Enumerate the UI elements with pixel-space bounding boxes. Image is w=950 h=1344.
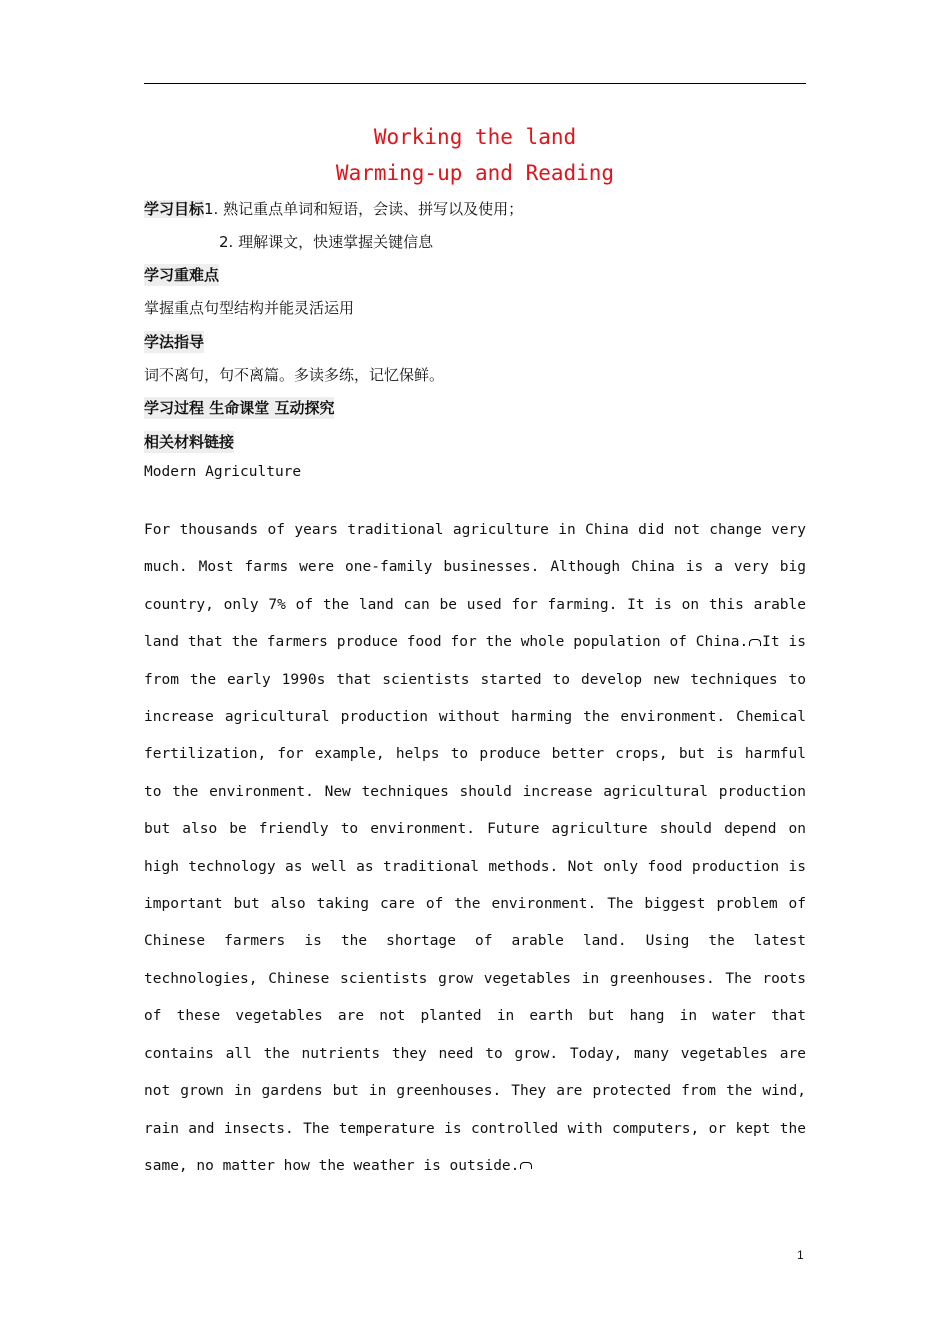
page-number: 1 <box>797 1248 804 1262</box>
objectives-line1 <box>144 198 523 220</box>
document-title: Working the land <box>373 125 577 149</box>
difficulty-text: 掌握重点句型结构并能灵活运用 <box>144 299 355 317</box>
insertion-mark-icon <box>749 639 761 646</box>
paragraph-part-1: For thousands of years traditional agriculture in China did not change very much. Most farms were one-family businesses. Although China is a very big country, only 7% of the land can be used for farming. It is on this arable land that the farmers produce food for the whole population of China. <box>144 522 806 651</box>
objective-item-2: 2. 理解课文，快速掌握关键信息 <box>219 233 434 251</box>
method-heading: 学法指导 <box>144 333 205 351</box>
objectives-heading: 学习目标 <box>144 200 205 218</box>
insertion-mark-icon <box>520 1162 532 1169</box>
method-text: 词不离句，句不离篇。多读多练，记忆保鲜。 <box>144 366 445 384</box>
reading-paragraph <box>144 512 806 1185</box>
difficulty-heading: 学习重难点 <box>144 266 220 284</box>
paragraph-part-2: It is from the early 1990s that scientists started to develop new techniques to increase agricultural production without harming the environment. Chemical fertilization, for example, helps to produce better crops, but is harmful to the environment. New techniques should increase agricultural production but also be friendly to environment. Future agriculture should depend on high technology as well as traditional methods. Not only food production is important but also taking care of the environment. The biggest problem of Chinese farmers is the shortage of arable land. Using the latest technologies, Chinese scientists grow vegetables in greenhouses. The roots of these vegetables are not planted in earth but hang in water that contains all the nutrients they need to grow. Today, many vegetables are not grown in gardens but in greenhouses. They are protected from the wind, rain and insects. The temperature is controlled with computers, or kept the same, no matter how the weather is outside. <box>144 634 806 1174</box>
objective-item-1: 1. 熟记重点单词和短语，会读、拼写以及使用； <box>204 200 524 218</box>
materials-heading: 相关材料链接 <box>144 433 235 451</box>
reading-title: Modern Agriculture <box>144 464 302 480</box>
process-heading: 学习过程 生命课堂 互动探究 <box>144 399 335 417</box>
document-subtitle: Warming-up and Reading <box>335 161 615 185</box>
header-rule <box>144 83 806 84</box>
